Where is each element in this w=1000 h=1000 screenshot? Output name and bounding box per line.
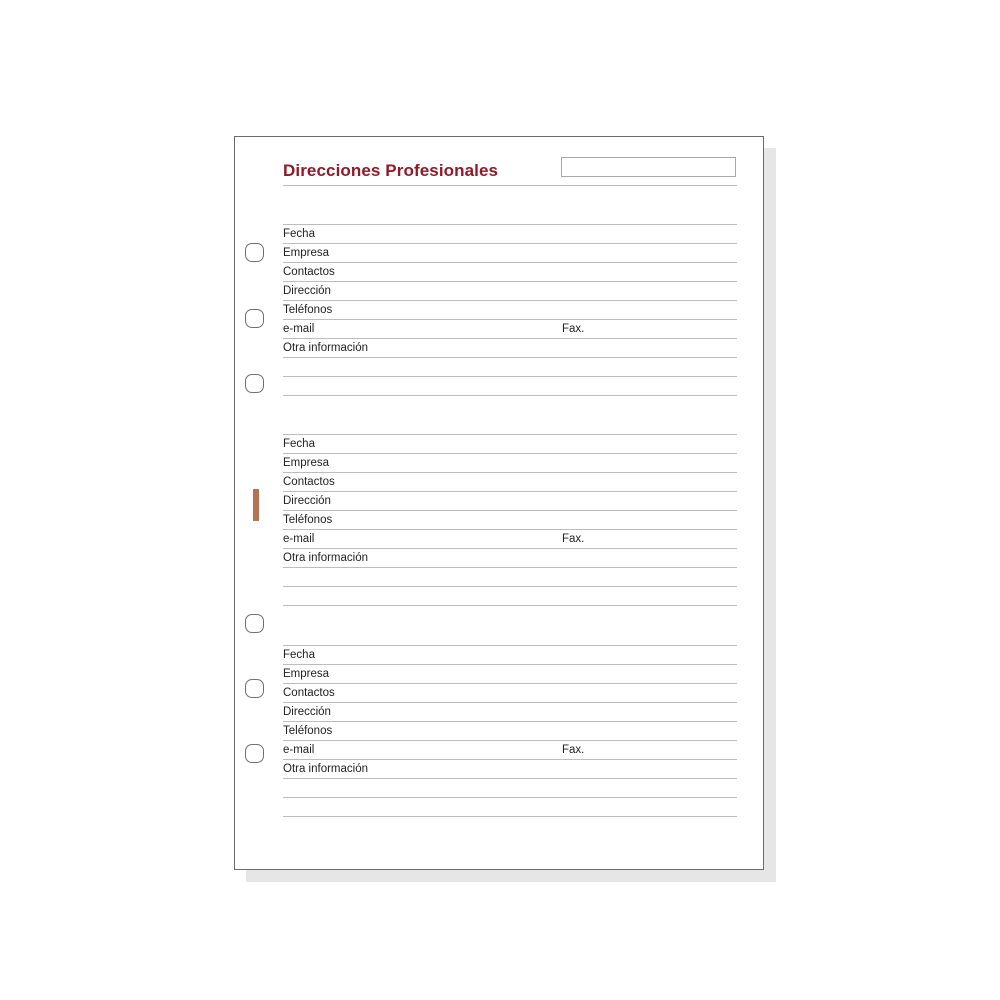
label-contactos: Contactos bbox=[283, 266, 335, 278]
binder-hole bbox=[245, 679, 264, 698]
brand-logo-mark bbox=[253, 489, 259, 521]
entry-rule bbox=[283, 510, 737, 511]
label-email: e-mail bbox=[283, 533, 315, 545]
label-empresa: Empresa bbox=[283, 457, 330, 469]
title-field-box[interactable] bbox=[561, 157, 736, 177]
label-direccion: Dirección bbox=[283, 285, 331, 297]
label-fecha: Fecha bbox=[283, 649, 315, 661]
label-telefonos: Teléfonos bbox=[283, 514, 333, 526]
entry-rule bbox=[283, 683, 737, 684]
label-contactos: Contactos bbox=[283, 687, 335, 699]
entry-rule bbox=[283, 319, 737, 320]
binder-hole bbox=[245, 614, 264, 633]
label-email: e-mail bbox=[283, 323, 315, 335]
page-title: Direcciones Profesionales bbox=[283, 161, 499, 180]
entry-rule bbox=[283, 395, 737, 396]
entry-rule bbox=[283, 529, 737, 530]
entry-rule bbox=[283, 548, 737, 549]
entry-rule bbox=[283, 357, 737, 358]
label-otra-informacion: Otra información bbox=[283, 342, 369, 354]
entry-rule bbox=[283, 797, 737, 798]
entry-rule bbox=[283, 338, 737, 339]
entry-rule bbox=[283, 434, 737, 435]
binder-hole bbox=[245, 243, 264, 262]
label-telefonos: Teléfonos bbox=[283, 304, 333, 316]
entry-rule bbox=[283, 262, 737, 263]
entry-rule bbox=[283, 759, 737, 760]
label-empresa: Empresa bbox=[283, 668, 330, 680]
entry-rule bbox=[283, 224, 737, 225]
label-otra-informacion: Otra información bbox=[283, 552, 369, 564]
label-telefonos: Teléfonos bbox=[283, 725, 333, 737]
label-fecha: Fecha bbox=[283, 438, 315, 450]
label-fax: Fax. bbox=[562, 323, 585, 335]
label-direccion: Dirección bbox=[283, 706, 331, 718]
entry-rule bbox=[283, 567, 737, 568]
entry-rule bbox=[283, 472, 737, 473]
title-rule bbox=[283, 185, 737, 186]
entry-rule bbox=[283, 243, 737, 244]
entry-rule bbox=[283, 664, 737, 665]
entry-rule bbox=[283, 702, 737, 703]
entry-rule bbox=[283, 645, 737, 646]
label-empresa: Empresa bbox=[283, 247, 330, 259]
entry-rule bbox=[283, 721, 737, 722]
label-contactos: Contactos bbox=[283, 476, 335, 488]
entry-rule bbox=[283, 376, 737, 377]
label-otra-informacion: Otra información bbox=[283, 763, 369, 775]
label-fax: Fax. bbox=[562, 744, 585, 756]
label-direccion: Dirección bbox=[283, 495, 331, 507]
entry-rule bbox=[283, 453, 737, 454]
entry-rule bbox=[283, 740, 737, 741]
binder-hole bbox=[245, 309, 264, 328]
label-fax: Fax. bbox=[562, 533, 585, 545]
entry-rule bbox=[283, 491, 737, 492]
binder-hole bbox=[245, 374, 264, 393]
entry-rule bbox=[283, 816, 737, 817]
entry-rule bbox=[283, 605, 737, 606]
entry-rule bbox=[283, 300, 737, 301]
entry-rule bbox=[283, 778, 737, 779]
entry-rule bbox=[283, 586, 737, 587]
binder-hole bbox=[245, 744, 264, 763]
entry-rule bbox=[283, 281, 737, 282]
label-fecha: Fecha bbox=[283, 228, 315, 240]
agenda-sheet bbox=[234, 136, 764, 870]
label-email: e-mail bbox=[283, 744, 315, 756]
